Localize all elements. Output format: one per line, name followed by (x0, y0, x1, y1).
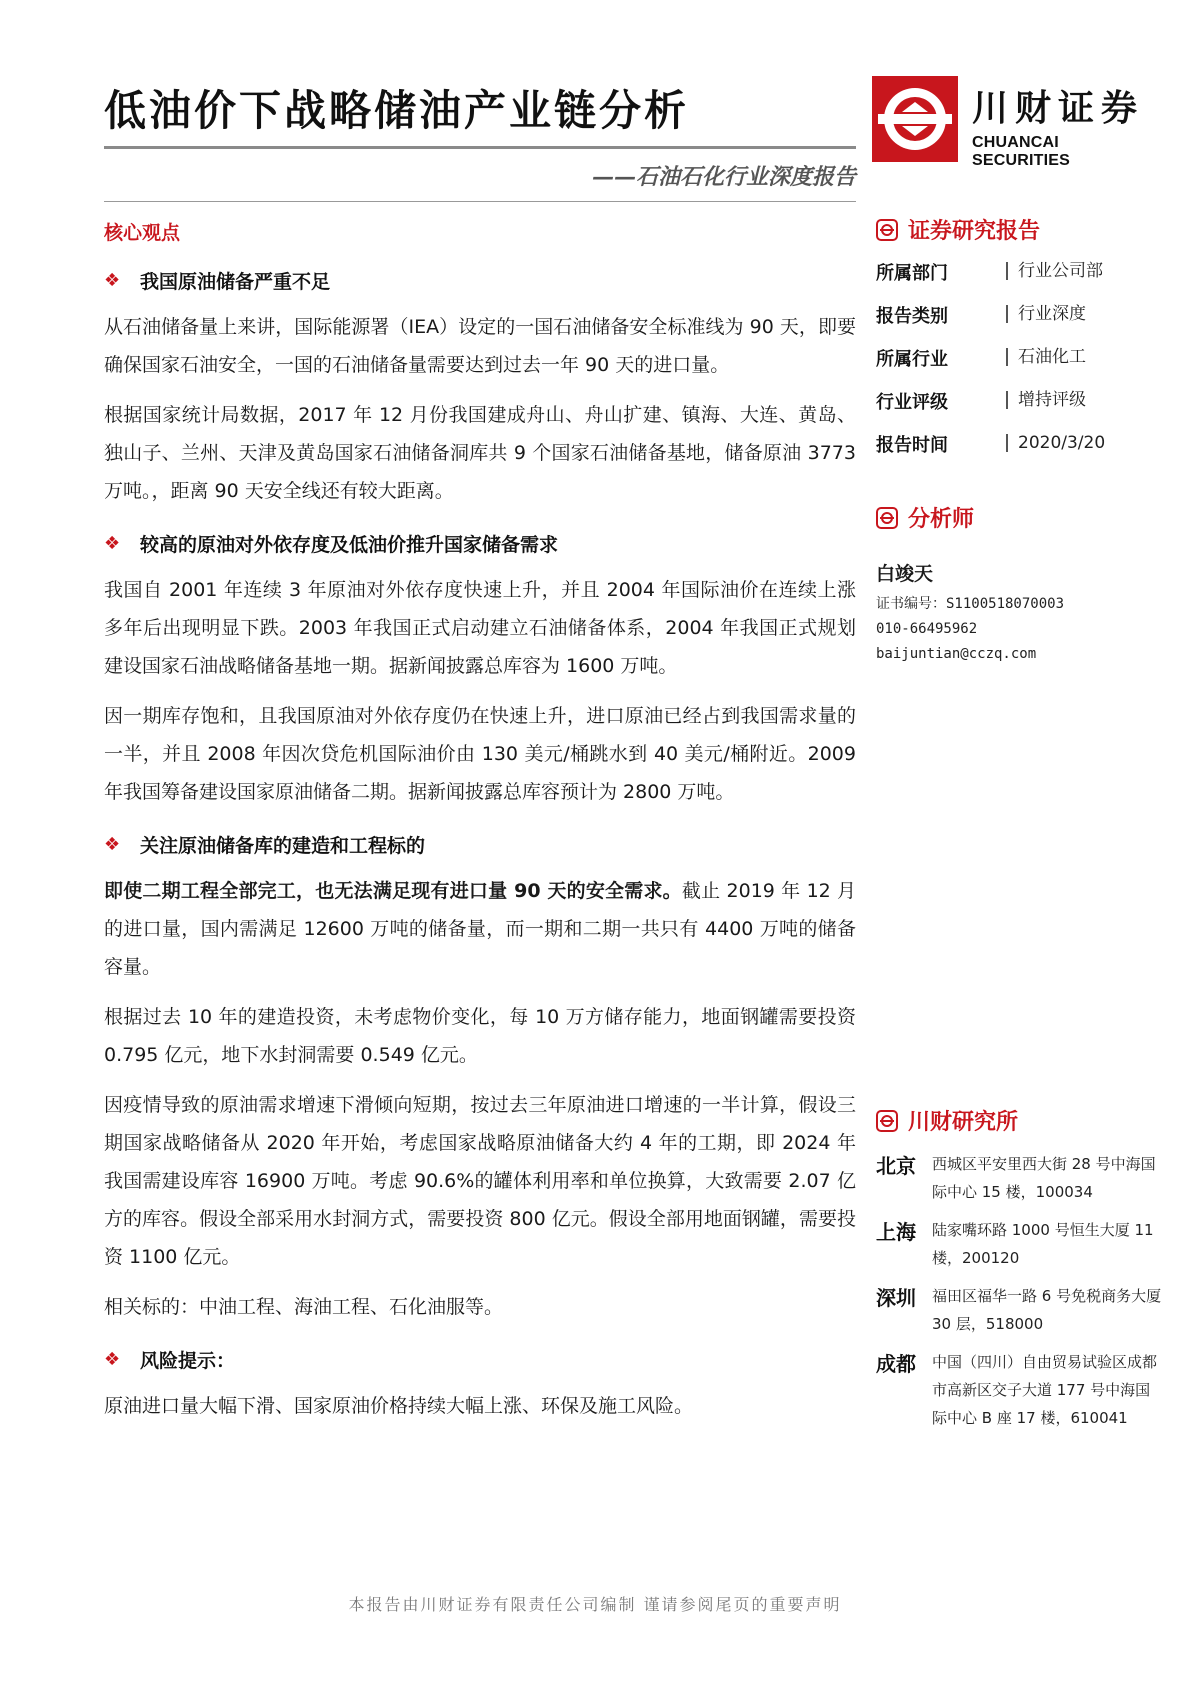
section-heading: ❖ 风险提示： (104, 1349, 236, 1372)
diamond-bullet-icon: ❖ (104, 1349, 121, 1370)
paragraph: 根据过去 10 年的建造投资，未考虑物价变化，每 10 万方储存能力，地面钢罐需要投资 0.795 亿元，地下水封洞需要 0.549 亿元。 (104, 1006, 856, 1066)
brand-badge-icon (876, 219, 898, 241)
info-row: 报告类别 行业深度 (876, 304, 1086, 327)
report-subtitle: ——石油石化行业深度报告 (591, 164, 856, 190)
paragraph: 相关标的：中油工程、海油工程、石化油服等。 (104, 1296, 504, 1318)
office-entry: 成都 中国（四川）自由贸易试验区成都市高新区交子大道 177 号中海国际中心 B 座 17 楼，610041 (876, 1352, 1158, 1427)
analyst-email[interactable]: baijuntian@cczq.com (876, 646, 1037, 662)
core-viewpoints (104, 218, 856, 1437)
analyst-name: 白竣天 (876, 563, 934, 585)
analyst-phone: 010-66495962 (876, 621, 978, 637)
office-entry: 深圳 福田区福华一路 6 号免税商务大厦 30 层，518000 (876, 1286, 1162, 1333)
institute-heading: 川财研究所 (876, 1105, 1166, 1136)
company-logo (872, 76, 1148, 169)
logo-name-cn: 川财证券 (972, 88, 1145, 129)
diamond-bullet-icon: ❖ (104, 834, 121, 855)
report-title: 低油价下战略储油产业链分析 (104, 86, 690, 135)
lead-rest: 截止 2019 年 12 月的进口量，国内需满足 12600 万吨的储备量，而一期和二期一共只有 4400 万吨的储备容量。 (104, 880, 856, 978)
title-divider (104, 146, 856, 149)
logo-mark-icon (872, 76, 958, 162)
info-row: 行业评级 增持评级 (876, 390, 1086, 413)
logo-name-en: CHUANCAI SECURITIES (972, 134, 1071, 169)
subtitle-divider (104, 201, 856, 202)
paragraph: 我国自 2001 年连续 3 年原油对外依存度快速上升，并且 2004 年国际油价在连续上涨多年后出现明显下跌。2003 年我国正式启动建立石油储备体系，2004 年我国正式规划建设国家石油战略储备基地一期。据新闻披露总库容为 1600 万吨。 (104, 579, 856, 677)
analyst-cert: 证书编号：S1100518070003 (876, 596, 1065, 612)
diamond-bullet-icon: ❖ (104, 270, 121, 291)
paragraph (104, 872, 856, 986)
paragraph: 因疫情导致的原油需求增速下滑倾向短期，按过去三年原油进口增速的一半计算，假设三期国家战略储备从 2020 年开始，考虑国家战略原油储备大约 4 年的工期，即 2024 年我国需建设库容 16900 万吨。考虑 90.6%的罐体利用率和单位换算，大致需要 2.07 亿方的库容。假设全部采用水封洞方式，需要投资 800 亿元。假设全部用地面钢罐，需要投资 1100 亿元。 (104, 1094, 856, 1268)
paragraph: 从石油储备量上来讲，国际能源署（IEA）设定的一国石油储备安全标准线为 90 天，即要确保国家石油安全，一国的石油储备量需要达到过去一年 90 天的进口量。 (104, 316, 856, 376)
section-heading: ❖ 我国原油储备严重不足 (104, 270, 331, 293)
brand-badge-icon (876, 1110, 898, 1132)
paragraph: 原油进口量大幅下滑、国家原油价格持续大幅上涨、环保及施工风险。 (104, 1395, 694, 1417)
lead-bold: 即使二期工程全部完工，也无法满足现有进口量 90 天的安全需求。 (104, 880, 682, 902)
brand-badge-icon (876, 507, 898, 529)
core-label: 核心观点 (104, 222, 181, 244)
info-row: 所属行业 石油化工 (876, 347, 1086, 370)
info-row: 报告时间 2020/3/20 (876, 433, 1106, 456)
analyst-heading: 分析师 (876, 502, 1166, 533)
section-heading: ❖ 较高的原油对外依存度及低油价推升国家储备需求 (104, 533, 559, 556)
sidebar (876, 214, 1166, 1442)
section-heading: ❖ 关注原油储备库的建造和工程标的 (104, 834, 426, 857)
diamond-bullet-icon: ❖ (104, 533, 121, 554)
info-row: 所属部门 行业公司部 (876, 261, 1103, 284)
report-type-heading: 证券研究报告 (876, 214, 1166, 245)
office-entry: 北京 西城区平安里西大街 28 号中海国际中心 15 楼，100034 (876, 1154, 1156, 1201)
paragraph: 因一期库存饱和，且我国原油对外依存度仍在快速上升，进口原油已经占到我国需求量的一半，并且 2008 年因次贷危机国际油价由 130 美元/桶跳水到 40 美元/桶附近。2009 年我国筹备建设国家原油储备二期。据新闻披露总库容预计为 2800 万吨。 (104, 705, 856, 803)
office-entry: 上海 陆家嘴环路 1000 号恒生大厦 11 楼，200120 (876, 1220, 1154, 1267)
paragraph: 根据国家统计局数据，2017 年 12 月份我国建成舟山、舟山扩建、镇海、大连、黄岛、独山子、兰州、天津及黄岛国家石油储备洞库共 9 个国家石油储备基地，储备原油 3773 万吨。，距离 90 天安全线还有较大距离。 (104, 404, 856, 502)
footer-disclaimer: 本报告由川财证券有限责任公司编制 谨请参阅尾页的重要声明 (348, 1595, 842, 1614)
